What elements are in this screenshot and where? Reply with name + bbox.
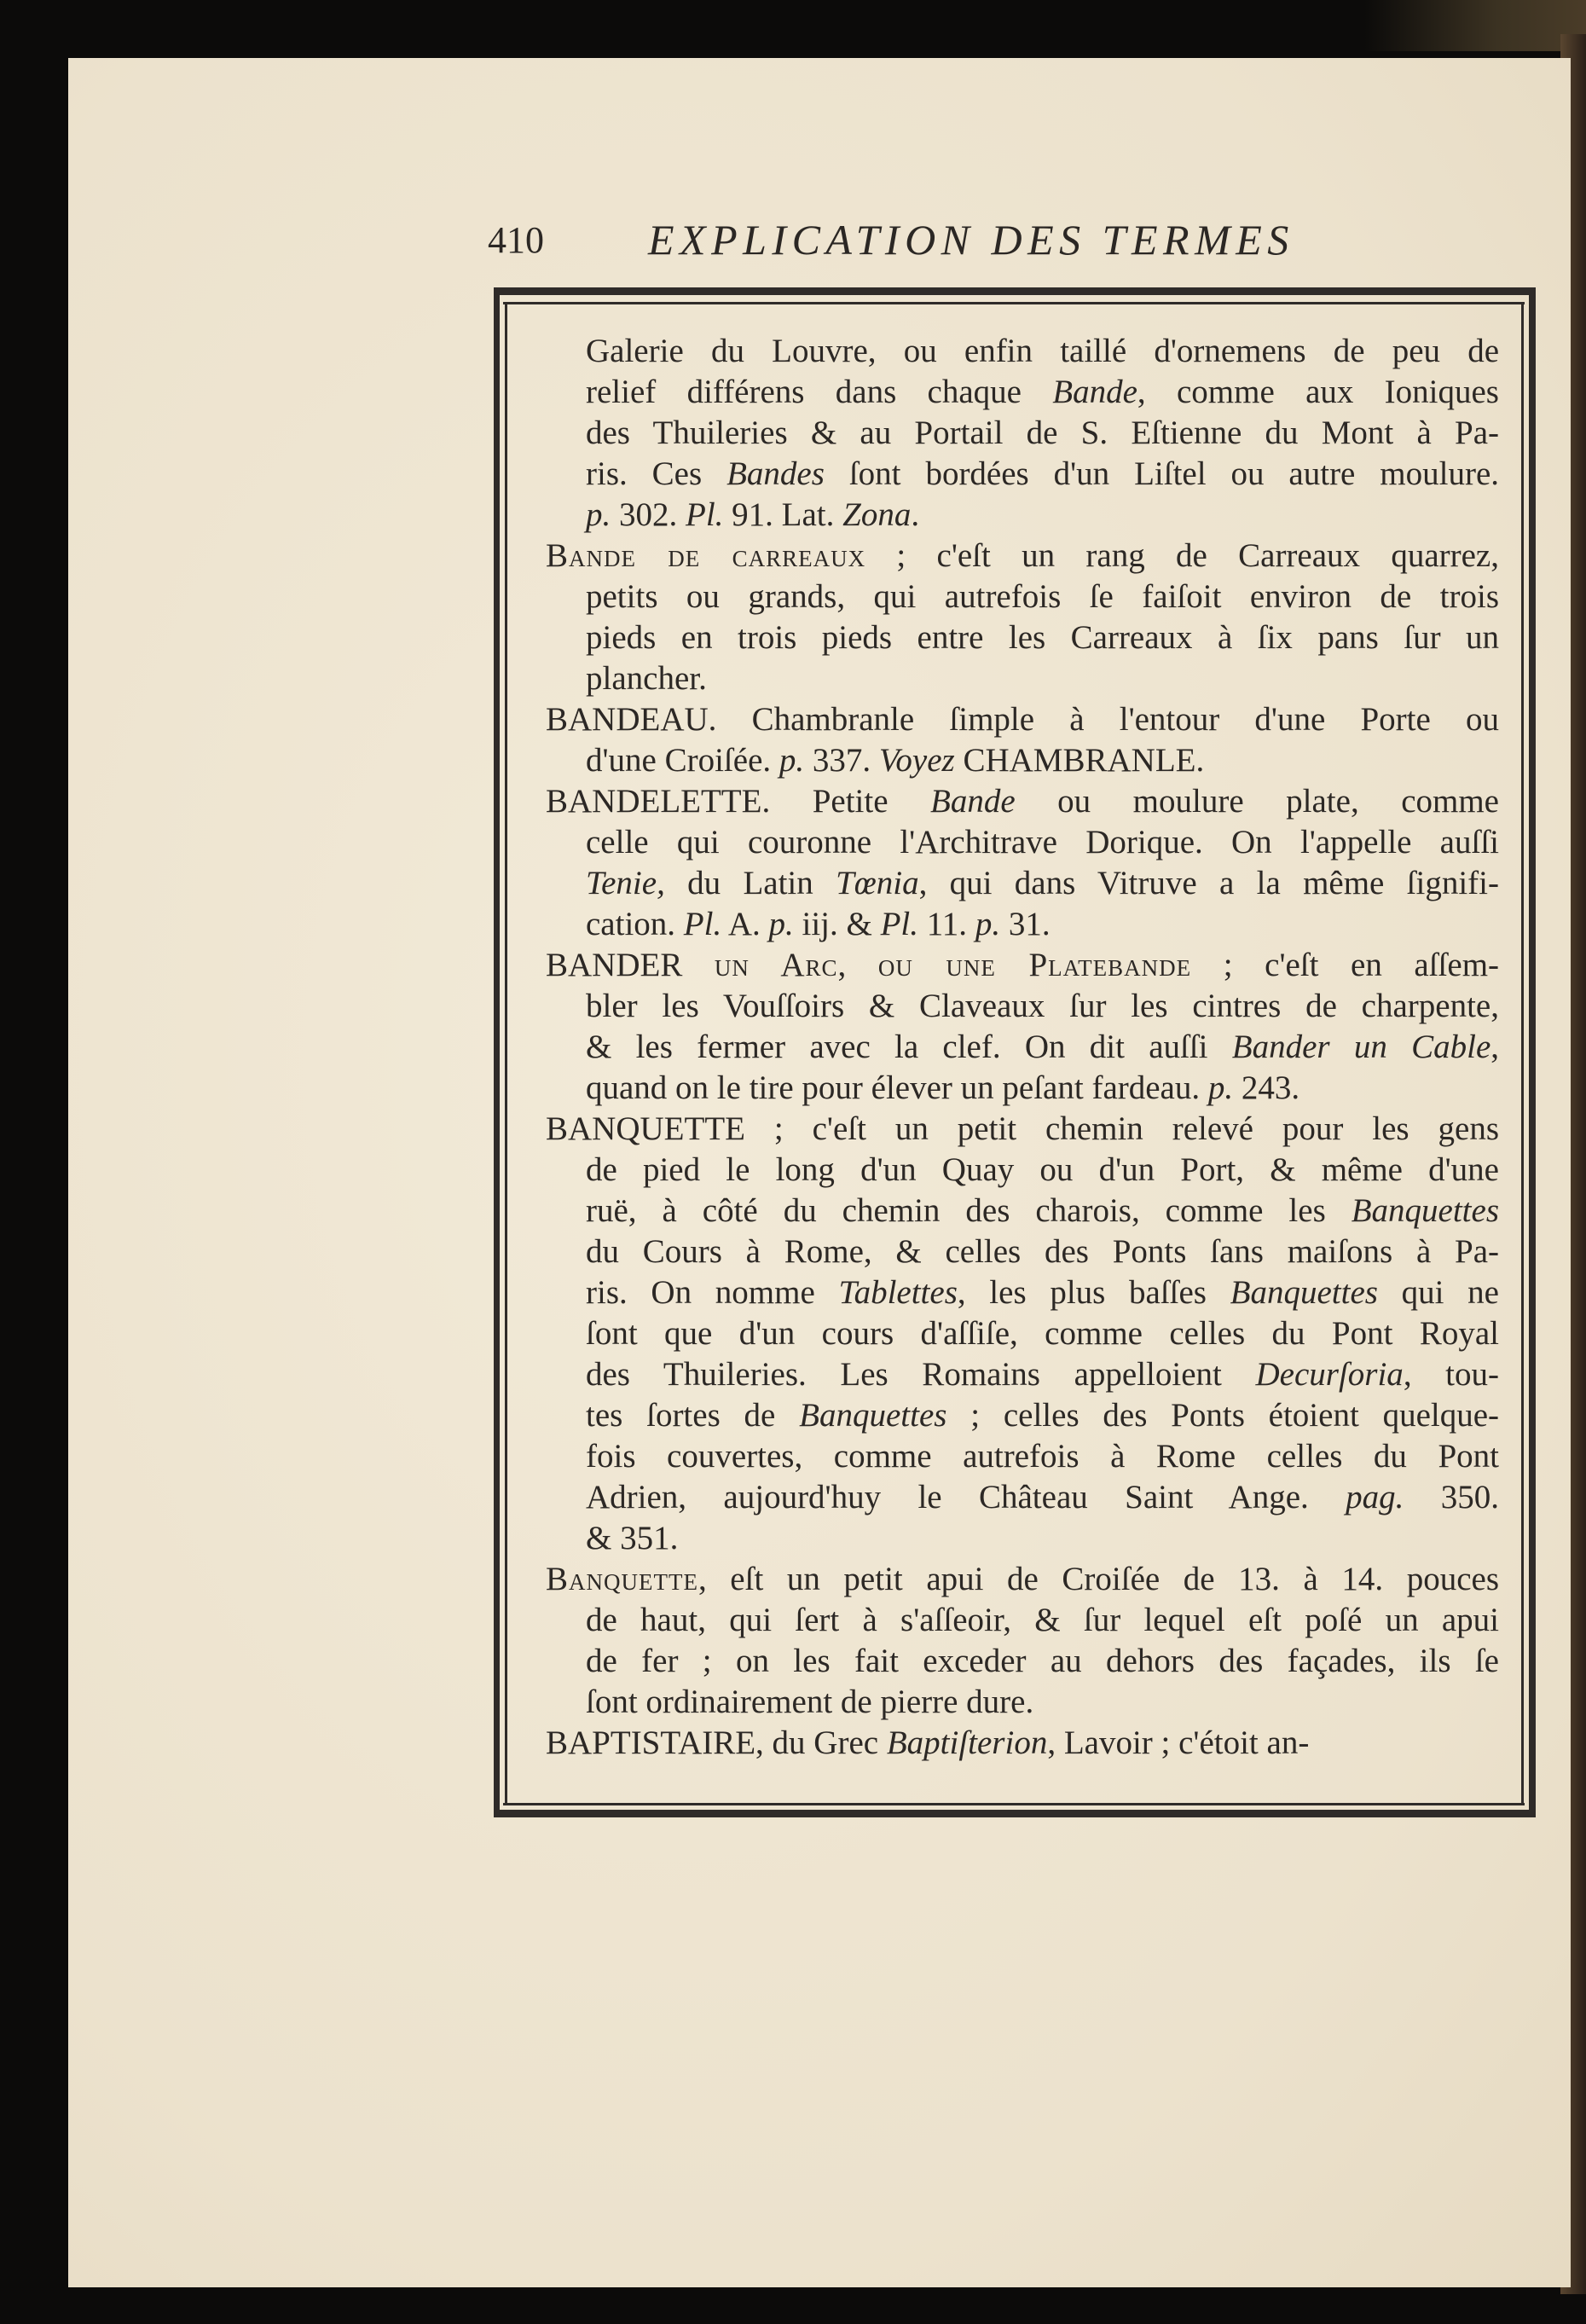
text-run: ou moulure plate, comme (1015, 783, 1499, 820)
text-line (546, 1600, 1499, 1641)
text-line (546, 1027, 1499, 1068)
text-run: du Latin (664, 865, 836, 901)
text-run: celle qui couronne l'Architrave Dorique. On l'appelle auſſi (586, 824, 1499, 861)
text-run: pieds en trois pieds entre les Carreaux à ſix pans ſur un (586, 619, 1499, 656)
text-run: A. (721, 906, 769, 942)
text-run: de fer ; on les fait exceder au dehors des façades, ils ſe (586, 1643, 1499, 1679)
text-run: , (837, 947, 878, 983)
text-run: , Lavoir ; c'étoit an- (1047, 1724, 1310, 1761)
text-line (546, 1436, 1499, 1477)
text-run: d'une Croiſée. (586, 742, 779, 779)
text-run: BAPTISTAIRE, du Grec (546, 1724, 887, 1761)
text-run: 243. (1233, 1069, 1300, 1106)
italic-text: p. (586, 496, 611, 533)
text-line (546, 1682, 1499, 1723)
italic-text: Tœnia (836, 865, 919, 901)
text-line (546, 740, 1499, 781)
text-line (546, 1068, 1499, 1109)
text-run: du Cours à Rome, & celles des Ponts ſans maiſons à Pa- (586, 1233, 1499, 1270)
text-run: iij. & (793, 906, 881, 942)
text-run: & 351. (586, 1520, 679, 1556)
text-run: 337. (804, 742, 879, 779)
text-line (546, 986, 1499, 1027)
entry-headword-line (546, 1559, 1499, 1600)
frame-rule-left (494, 287, 500, 1817)
text-run: , tou- (1403, 1356, 1500, 1393)
italic-text: Baptiſterion (886, 1724, 1048, 1761)
frame-rule-right (1529, 287, 1536, 1817)
text-run: 91. Lat. (723, 496, 843, 533)
text-line (546, 1477, 1499, 1518)
small-caps-text: Banquette (546, 1561, 698, 1597)
text-run: quand on le tire pour élever un peſant fardeau. (586, 1069, 1208, 1106)
italic-text: Pl. (880, 906, 918, 942)
text-line (546, 372, 1499, 413)
text-run: ris. Ces (586, 455, 727, 492)
text-run: , eſt un petit apui de Croiſée de 13. à 14. pouces (697, 1561, 1499, 1597)
text-line (546, 1272, 1499, 1313)
text-line (546, 454, 1499, 495)
text-run: relief différens dans chaque (586, 374, 1053, 410)
italic-text: Zona (842, 496, 912, 533)
text-line (546, 617, 1499, 658)
text-run: 350. (1404, 1479, 1499, 1516)
text-run: ; c'eſt un rang de Carreaux quarrez, (865, 537, 1499, 574)
text-run: 11. (918, 906, 975, 942)
text-run: , (1490, 1029, 1500, 1065)
running-title: EXPLICATION DES TERMES (648, 216, 1294, 264)
text-line (546, 1150, 1499, 1191)
italic-text: p. (1207, 1069, 1234, 1106)
italic-text: Bandes (726, 455, 825, 492)
text-run: ſont ordinairement de pierre dure. (586, 1684, 1034, 1720)
text-run: ruë, à côté du chemin des charois, comme les (586, 1192, 1352, 1229)
text-run: ris. On nomme (586, 1274, 839, 1311)
text-run: fois couvertes, comme autrefois à Rome celles du Pont (586, 1438, 1499, 1475)
italic-text: p. (975, 906, 1001, 942)
text-line (546, 822, 1499, 863)
text-line (546, 413, 1499, 454)
text-run: ; c'eſt en aſſem- (1191, 947, 1500, 983)
text-run: , comme aux Ioniques (1137, 374, 1499, 410)
text-run: qui ne (1377, 1274, 1499, 1311)
italic-text: Pl. (686, 496, 724, 533)
italic-text: Tenie, (586, 865, 665, 901)
italic-text: Banquettes (1230, 1274, 1378, 1311)
text-run: plancher. (586, 660, 707, 697)
frame-rule-top-inner (503, 302, 1525, 304)
text-run: de haut, qui ſert à s'aſſeoir, & ſur lequel eſt poſé un apui (586, 1602, 1499, 1638)
text-run: ſont que d'un cours d'aſſiſe, comme celles du Pont Royal (586, 1315, 1499, 1352)
entry-headword-line (546, 1109, 1499, 1150)
italic-text: p. (768, 906, 794, 942)
text-line (546, 1641, 1499, 1682)
text-run: , les plus baſſes (957, 1274, 1230, 1311)
text-line (546, 863, 1499, 904)
text-run: , qui dans Vitruve a la même ſignifi- (918, 865, 1499, 901)
text-run: tes ſortes de (586, 1397, 800, 1434)
text-line (546, 495, 1499, 536)
text-run: cation. (586, 906, 684, 942)
frame-rule-bottom-inner (503, 1803, 1525, 1805)
text-run: CHAMBRANLE. (954, 742, 1205, 779)
text-line (546, 1191, 1499, 1232)
frame-rule-top (494, 287, 1535, 295)
text-run: . (911, 496, 920, 533)
text-run: des Thuileries & au Portail de S. Eſtienne du Mont à Pa- (586, 414, 1499, 451)
entry-headword-line (546, 945, 1499, 986)
italic-text: Bander un Cable (1231, 1029, 1491, 1065)
italic-text: Bande (1052, 374, 1137, 410)
italic-text: Bande (930, 783, 1016, 820)
italic-text: p. (779, 742, 805, 779)
text-run: & les fermer avec la clef. On dit auſſi (586, 1029, 1232, 1065)
text-run: de pied le long d'un Quay ou d'un Port, & même d'une (586, 1151, 1499, 1188)
frame-rule-right-inner (1521, 302, 1524, 1805)
text-run: 31. (1000, 906, 1051, 942)
text-line (546, 1354, 1499, 1395)
text-run: 302. (611, 496, 686, 533)
italic-text: Voyez (878, 742, 955, 779)
page-header (488, 215, 1383, 266)
page-number: 410 (488, 219, 544, 261)
book-edge (1364, 0, 1586, 51)
text-line (546, 658, 1499, 699)
text-line (546, 904, 1499, 945)
text-line (546, 577, 1499, 617)
entry-headword-line (546, 699, 1499, 740)
frame-rule-left-inner (505, 302, 507, 1805)
text-line (546, 1313, 1499, 1354)
text-run: BANDEAU. Chambranle ſimple à l'entour d'une Porte ou (546, 701, 1499, 738)
text-run: BANQUETTE ; c'eſt un petit chemin relevé pour les gens (546, 1110, 1499, 1147)
text-run: ſont bordées d'un Liſtel ou autre moulure. (824, 455, 1500, 492)
italic-text: Pl. (683, 906, 722, 942)
text-run: Adrien, aujourd'huy le Château Saint Ange. (586, 1479, 1346, 1516)
text-run: ; celles des Ponts étoient quelque- (946, 1397, 1500, 1434)
text-line (546, 1518, 1499, 1559)
italic-text: Banquettes (799, 1397, 947, 1434)
italic-text: pag. (1346, 1479, 1404, 1516)
text-run: petits ou grands, qui autrefois ſe faiſoit environ de trois (586, 578, 1499, 615)
text-line (546, 1232, 1499, 1272)
small-caps-text: un Arc (714, 947, 838, 983)
small-caps-text: Bande de carreaux (546, 537, 866, 574)
text-line (546, 331, 1499, 372)
text-run: BANDELETTE. Petite (546, 783, 931, 820)
text-run: bler les Vouſſoirs & Claveaux ſur les cintres de charpente, (586, 988, 1499, 1024)
text-line (546, 1395, 1499, 1436)
small-caps-text: ou une Platebande (877, 947, 1192, 983)
entry-headword-line (546, 1723, 1499, 1764)
text-run: Galerie du Louvre, ou enfin taillé d'ornemens de peu de (586, 333, 1499, 369)
text-run: des Thuileries. Les Romains appelloient (586, 1356, 1256, 1393)
italic-text: Tablettes (838, 1274, 958, 1311)
italic-text: Banquettes (1351, 1192, 1499, 1229)
glossary-body (546, 331, 1499, 1764)
italic-text: Decurſoria (1255, 1356, 1404, 1393)
entry-headword-line (546, 536, 1499, 577)
entry-headword-line (546, 781, 1499, 822)
frame-rule-bottom (496, 1810, 1535, 1817)
text-run: BANDER (546, 947, 715, 983)
